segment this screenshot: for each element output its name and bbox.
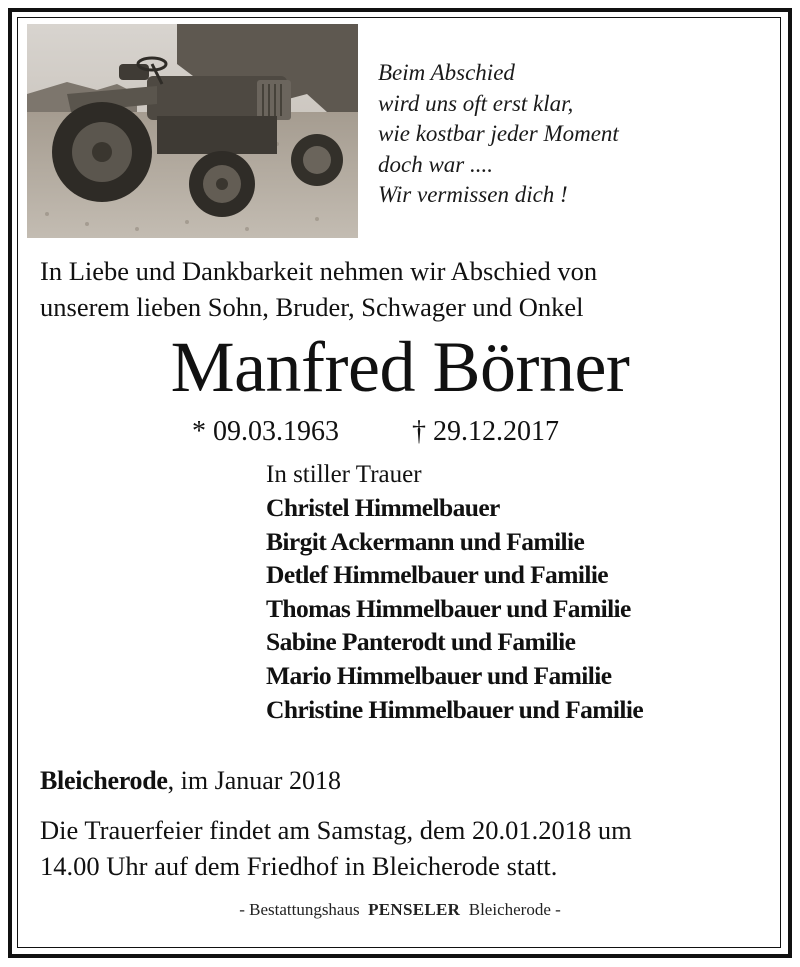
tractor-photo <box>27 24 358 238</box>
intro-line: unserem lieben Sohn, Bruder, Schwager und Onkel <box>40 292 584 322</box>
poem <box>378 58 619 211</box>
mourner-name: Birgit Ackermann und Familie <box>266 526 585 556</box>
place-month: , im Januar 2018 <box>167 766 341 795</box>
mourner-name: Mario Himmelbauer und Familie <box>266 660 612 690</box>
mourner-name: Christel Himmelbauer <box>266 493 500 522</box>
birth-date: * 09.03.1963 <box>192 416 339 447</box>
place-town: Bleicherode <box>40 766 168 795</box>
funeral-notice <box>40 812 632 884</box>
footer-prefix: - Bestattungshaus <box>239 900 369 919</box>
poem-line: doch war .... <box>378 151 493 177</box>
poem-line: Beim Abschied <box>378 60 515 85</box>
funeral-line: Die Trauerfeier findet am Samstag, dem 20.01.2018 um <box>40 815 632 845</box>
mourner-name: Sabine Panterodt und Familie <box>266 627 576 657</box>
mourning-heading: In stiller Trauer <box>266 461 422 488</box>
poem-line: wie kostbar jeder Moment <box>378 121 619 146</box>
intro-line: In Liebe und Dankbarkeit nehmen wir Abschied von <box>40 256 598 286</box>
mourners-list <box>266 491 643 726</box>
deceased-name: Manfred Börner <box>170 327 630 407</box>
footer-company: PENSELER <box>368 900 461 919</box>
funeral-line: 14.00 Uhr auf dem Friedhof in Bleicherode statt. <box>40 851 558 881</box>
intro-text <box>40 253 597 325</box>
death-date: † 29.12.2017 <box>412 416 559 447</box>
mourner-name: Detlef Himmelbauer und Familie <box>266 560 609 590</box>
place-date <box>40 763 341 799</box>
poem-line: wird uns oft erst klar, <box>378 90 574 116</box>
footer-suffix: Bleicherode - <box>460 900 561 919</box>
undertaker-footer <box>0 898 800 922</box>
mourner-name: Christine Himmelbauer und Familie <box>266 694 644 724</box>
mourner-name: Thomas Himmelbauer und Familie <box>266 593 631 623</box>
poem-line: Wir vermissen dich ! <box>378 182 568 207</box>
